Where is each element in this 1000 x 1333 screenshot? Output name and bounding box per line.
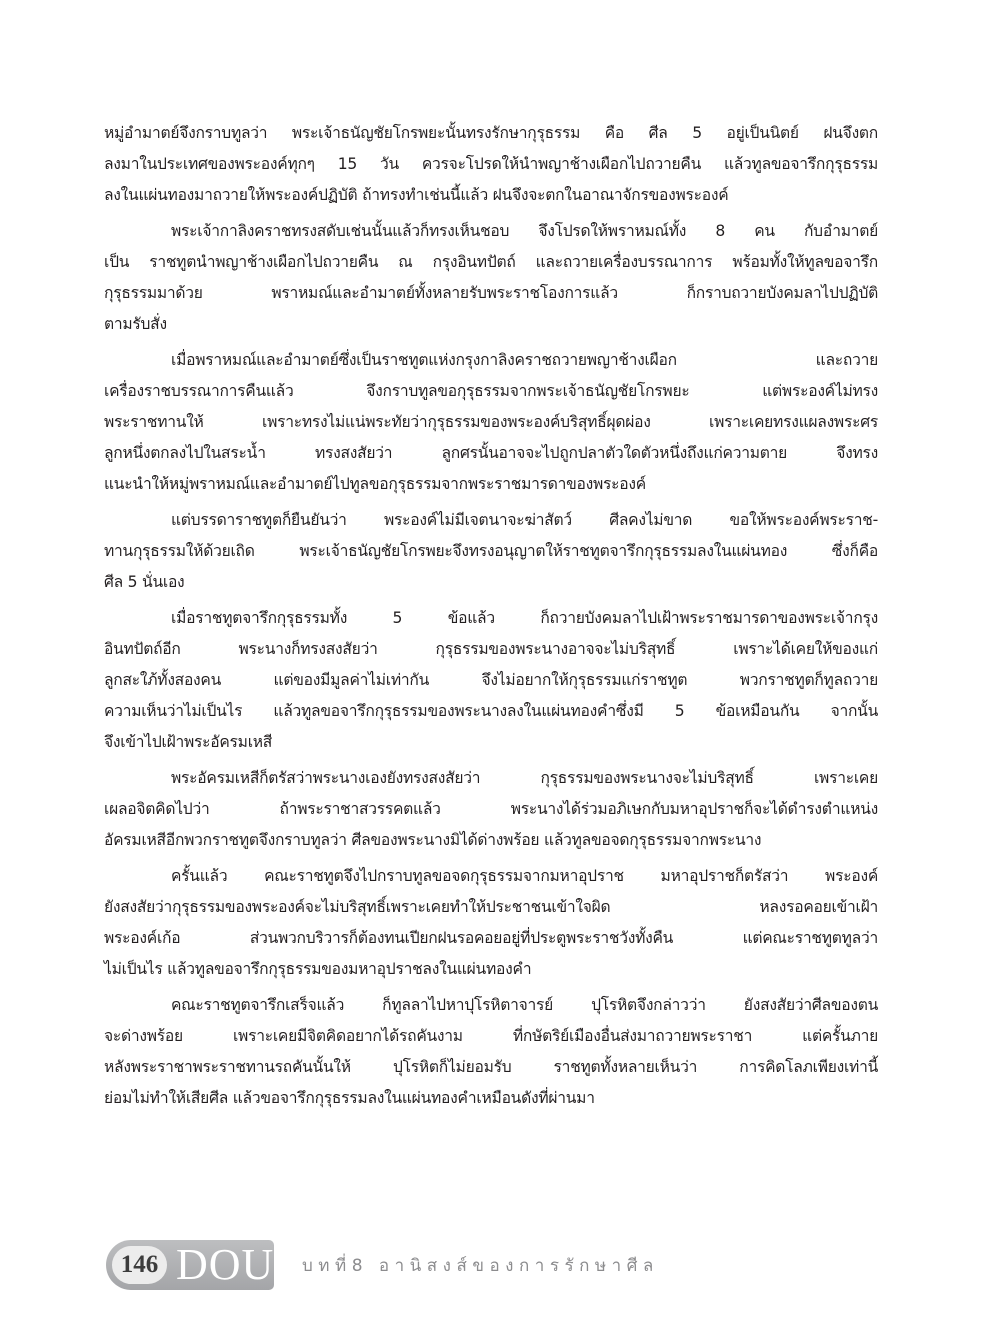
body-text — [104, 118, 878, 1119]
text-line: ความเห็นว่าไม่เป็นไร แล้วทูลขอจารึกกุรุธรรมของพระนางลงในแผ่นทองคำซึ่งมี 5 ข้อเหมือนกัน จากนั้น — [104, 702, 878, 720]
text-line: ทานกุรุธรรมให้ด้วยเถิด พระเจ้าธนัญชัยโกรพยะจึงทรงอนุญาตให้ราชทูตจารึกกุรุธรรมลงในแผ่นทอง ซึ่งก็คือ — [104, 542, 878, 560]
text-line: กุรุธรรมมาด้วย พราหมณ์และอำมาตย์ทั้งหลายรับพระราชโองการแล้ว ก็กราบถวายบังคมลาไปปฏิบัติ — [104, 284, 878, 302]
text-line: อินทปัตถ์อีก พระนางก็ทรงสงสัยว่า กุรุธรรมของพระนางอาจจะไม่บริสุทธิ์ เพราะได้เคยให้ของแก่ — [104, 640, 878, 658]
text-line: ลูกหนึ่งตกลงไปในสระน้ำ ทรงสงสัยว่า ลูกศรนั้นอาจจะไปถูกปลาตัวใดตัวหนึ่งถึงแก่ความตาย จึงทรง — [104, 444, 878, 462]
text-line: หมู่อำมาตย์จึงกราบทูลว่า พระเจ้าธนัญชัยโกรพยะนั้นทรงรักษากุรุธรรม คือ ศีล 5 อยู่เป็นนิตย์ ฝนจึงตก — [104, 124, 878, 142]
text-line: แต่บรรดาราชทูตก็ยืนยันว่า พระองค์ไม่มีเจตนาจะฆ่าสัตว์ ศีลคงไม่ขาด ขอให้พระองค์พระราช- — [171, 511, 878, 529]
text-line: พระราชทานให้ เพราะทรงไม่แน่พระทัยว่ากุรุธรรมของพระองค์บริสุทธิ์ผุดผ่อง เพราะเคยทรงแผลงพระศร — [104, 413, 878, 431]
paragraph — [104, 345, 878, 500]
chapter-title: บทที่8 อานิสงส์ของการรักษาศีล — [302, 1255, 659, 1276]
text-line: ย่อมไม่ทำให้เสียศีล แล้วขอจารึกกุรุธรรมลงในแผ่นทองคำเหมือนดังที่ผ่านมา — [104, 1089, 595, 1107]
text-line: พระเจ้ากาลิงคราชทรงสดับเช่นนั้นแล้วก็ทรงเห็นชอบ จึงโปรดให้พราหมณ์ทั้ง 8 คน กับอำมาตย์ — [171, 222, 878, 240]
paragraph — [104, 990, 878, 1114]
text-line: เมื่อพราหมณ์และอำมาตย์ซึ่งเป็นราชทูตแห่งกรุงกาลิงคราชถวายพญาช้างเผือก และถวาย — [171, 351, 878, 369]
text-line: หลังพระราชาพระราชทานรถคันนั้นให้ ปุโรหิตก็ไม่ยอมรับ ราชทูตทั้งหลายเห็นว่า การคิดโลภเพียงเท่านี้ — [104, 1058, 878, 1076]
text-line: พระอัครมเหสีก็ตรัสว่าพระนางเองยังทรงสงสัยว่า กุรุธรรมของพระนางจะไม่บริสุทธิ์ เพราะเคย — [171, 769, 878, 787]
dou-logo: DOU — [176, 1240, 275, 1289]
paragraph — [104, 861, 878, 985]
paragraph — [104, 763, 878, 856]
text-line: เมื่อราชทูตจารึกกุรุธรรมทั้ง 5 ข้อแล้ว ก็ถวายบังคมลาไปเฝ้าพระราชมารดาของพระเจ้ากรุง — [171, 609, 878, 627]
text-line: ไม่เป็นไร แล้วทูลขอจารึกกุรุธรรมของมหาอุปราชลงในแผ่นทองคำ — [104, 960, 532, 978]
text-line: จึงเข้าไปเฝ้าพระอัครมเหสี — [104, 733, 273, 751]
text-line: ยังสงสัยว่ากุรุธรรมของพระองค์จะไม่บริสุทธิ์เพราะเคยทำให้ประชาชนเข้าใจผิด หลงรอคอยเข้าเฝ้า — [104, 898, 878, 916]
paragraph — [104, 216, 878, 340]
text-line: จะด่างพร้อย เพราะเคยมีจิตคิดอยากได้รถคันงาม ที่กษัตริย์เมืองอื่นส่งมาถวายพระราชา แต่ครั้นภาย — [104, 1027, 878, 1045]
text-line: เครื่องราชบรรณาการคืนแล้ว จึงกราบทูลขอกุรุธรรมจากพระเจ้าธนัญชัยโกรพยะ แต่พระองค์ไม่ทรง — [104, 382, 878, 400]
page-number: 146 — [112, 1246, 167, 1284]
paragraph — [104, 505, 878, 598]
text-line: ลงมาในประเทศของพระองค์ทุกๆ 15 วัน ควรจะโปรดให้นำพญาช้างเผือกไปถวายคืน แล้วทูลขอจารึกกุรุธรรม — [104, 155, 878, 173]
page-footer — [106, 1240, 659, 1290]
text-line: ศีล 5 นั่นเอง — [104, 573, 185, 591]
text-line: คณะราชทูตจารึกเสร็จแล้ว ก็ทูลลาไปหาปุโรหิตาจารย์ ปุโรหิตจึงกล่าวว่า ยังสงสัยว่าศีลของตน — [171, 996, 878, 1014]
text-line: ลูกสะใภ้ทั้งสองคน แต่ของมีมูลค่าไม่เท่ากัน จึงไม่อยากให้กุรุธรรมแก่ราชทูต พวกราชทูตก็ทูลถวาย — [104, 671, 878, 689]
text-line: ลงในแผ่นทองมาถวายให้พระองค์ปฏิบัติ ถ้าทรงทำเช่นนี้แล้ว ฝนจึงจะตกในอาณาจักรของพระองค์ — [104, 186, 729, 204]
text-line: เผลอจิตคิดไปว่า ถ้าพระราชาสวรรคตแล้ว พระนางได้ร่วมอภิเษกกับมหาอุปราชก็จะได้ดำรงตำแหน่ง — [104, 800, 878, 818]
text-line: พระองค์เก้อ ส่วนพวกบริวารก็ต้องทนเปียกฝนรอคอยอยู่ที่ประตูพระราชวังทั้งคืน แต่คณะราชทูตทูลว่า — [104, 929, 878, 947]
paragraph — [104, 118, 878, 211]
text-line: ครั้นแล้ว คณะราชทูตจึงไปกราบทูลขอจดกุรุธรรมจากมหาอุปราช มหาอุปราชก็ตรัสว่า พระองค์ — [171, 867, 878, 885]
text-line: เป็น ราชทูตนำพญาช้างเผือกไปถวายคืน ณ กรุงอินทปัตถ์ และถวายเครื่องบรรณาการ พร้อมทั้งให้ทูลขอจารึก — [104, 253, 878, 271]
page-badge — [106, 1240, 274, 1290]
paragraph — [104, 603, 878, 758]
text-line: แนะนำให้หมู่พราหมณ์และอำมาตย์ไปทูลขอกุรุธรรมจากพระราชมารดาของพระองค์ — [104, 475, 646, 493]
text-line: อัครมเหสีอีกพวกราชทูตจึงกราบทูลว่า ศีลของพระนางมิได้ด่างพร้อย แล้วทูลขอจดกุรุธรรมจากพระนาง — [104, 831, 762, 849]
text-line: ตามรับสั่ง — [104, 315, 167, 333]
